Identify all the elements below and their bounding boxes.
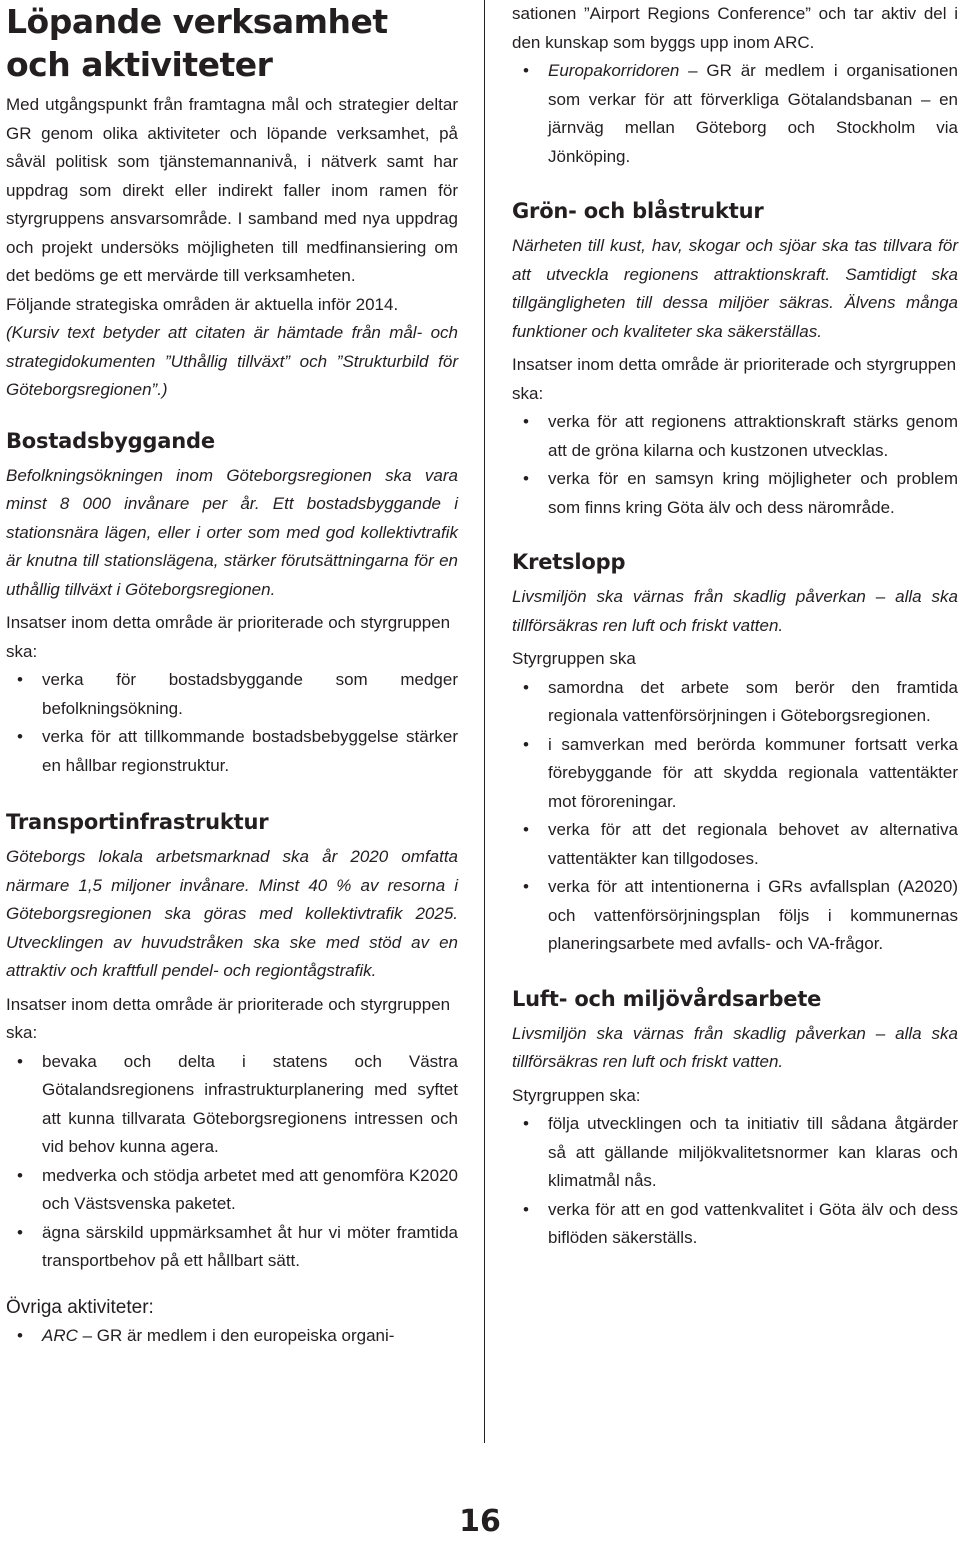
list-item: • bevaka och delta i statens och Västra Götalandsregionens infrastrukturplanering med syftet att kunna tillvarata Göteborgsregionens intressen och vid behov kunna agera. bbox=[6, 1048, 458, 1162]
arc-name: ARC bbox=[42, 1325, 78, 1345]
intro-areas-line: Följande strategiska områden är aktuella inför 2014. bbox=[6, 294, 399, 314]
list-item: • verka för att tillkommande bostadsbebyggelse stärker en hållbar regionstruktur. bbox=[6, 723, 458, 780]
page-number: 16 bbox=[459, 1504, 501, 1539]
list-item: • i samverkan med berörda kommuner fortsatt verka förebyggande för att skydda regionala vattentäkter mot föroreningar. bbox=[512, 731, 958, 817]
luft-quote: Livsmiljön ska värnas från skadlig påverkan – alla ska tillförsäkras ren luft och friskt vatten. bbox=[512, 1023, 958, 1071]
section-heading-gron-bla: Grön- och blåstruktur bbox=[512, 199, 764, 223]
luft-list bbox=[512, 1110, 958, 1253]
luft-intro: Styrgruppen ska: bbox=[512, 1085, 641, 1105]
bostad-quote: Befolkningsökningen inom Göteborgsregionen ska vara minst 8 000 invånare per år. Ett bostadsbyggande i stationsnära lägen, eller i orter som med god kollektivtrafik är knutna till stationslägena, stärker förutsättningarna för en uthållig tillväxt i Göteborgsregionen. bbox=[6, 465, 458, 599]
krets-quote: Livsmiljön ska värnas från skadlig påverkan – alla ska tillförsäkras ren luft och friskt vatten. bbox=[512, 587, 958, 635]
krets-list bbox=[512, 674, 958, 959]
list-item: • verka för en samsyn kring möjligheter och problem som finns kring Göta älv och dess närområde. bbox=[512, 465, 958, 522]
list-item: • följa utvecklingen och ta initiativ till sådana åtgärder så att gällande miljökvalitetsnormer kan klaras och klimatmål nås. bbox=[512, 1110, 958, 1196]
transport-list bbox=[6, 1048, 458, 1276]
list-item: • verka för bostadsbyggande som medger befolkningsökning. bbox=[6, 666, 458, 723]
list-item: • samordna det arbete som berör den framtida regionala vattenförsörjningen i Göteborgsregionen. bbox=[512, 674, 958, 731]
europa-text: – GR är medlem i organisationen som verkar för att förverkliga Götalandsbanan – en järnväg mellan Göteborg och Stockholm via Jönköping. bbox=[548, 61, 958, 166]
bostad-intro: Insatser inom detta område är prioriterade och styrgruppen ska: bbox=[6, 613, 451, 661]
gron-list bbox=[512, 408, 958, 522]
list-item-europakorridoren bbox=[512, 57, 958, 171]
column-divider bbox=[484, 0, 485, 1443]
list-item-arc bbox=[6, 1322, 458, 1351]
left-column bbox=[6, 0, 458, 1350]
right-column bbox=[512, 0, 958, 1253]
europa-name: Europakorridoren bbox=[548, 61, 680, 80]
list-item: • verka för att en god vattenkvalitet i Göta älv och dess biflöden säkerställs. bbox=[512, 1196, 958, 1253]
intro-paragraph: Med utgångspunkt från framtagna mål och strategier deltar GR genom olika aktiviteter och löpande verksamhet, på såväl politisk som tjänstemannanivå, i nätverk samt har uppdrag som direkt eller indirekt faller inom ramen för styrgruppens ansvarsområde. I samband med nya uppdrag och projekt undersöks möjligheten till medfinansiering om det bedöms ge ett mervärde till verksamheten. bbox=[6, 95, 458, 285]
section-heading-transportinfrastruktur: Transportinfrastruktur bbox=[6, 810, 269, 834]
list-item: • verka för att intentionerna i GRs avfallsplan (A2020) och vattenförsörjningsplan följs i kommunernas planeringsarbete med avfalls- och VA-frågor. bbox=[512, 873, 958, 959]
transport-intro: Insatser inom detta område är prioriterade och styrgruppen ska: bbox=[6, 994, 451, 1042]
section-heading-ovriga: Övriga aktiviteter: bbox=[6, 1296, 154, 1318]
gron-quote: Närheten till kust, hav, skogar och sjöar ska tas tillvara för att utveckla regionens attraktionskraft. Samtidigt ska tillgängligheten till dessa miljöer säkras. Älvens många funktioner och kvaliteter ska säkerställas. bbox=[512, 236, 958, 341]
list-item: • medverka och stödja arbetet med att genomföra K2020 och Västsvenska paketet. bbox=[6, 1162, 458, 1219]
list-item: • verka för att det regionala behovet av alternativa vattentäkter kan tillgodoses. bbox=[512, 816, 958, 873]
section-heading-luft-miljovard: Luft- och miljövårdsarbete bbox=[512, 986, 822, 1011]
arc-text-start: – GR är medlem i den europeiska organi- bbox=[77, 1325, 395, 1345]
transport-quote: Göteborgs lokala arbetsmarknad ska år 2020 omfatta närmare 1,5 miljoner invånare. Minst 40 % av resorna i Göteborgsregionen ska göras med kollektivtrafik 2025. Utvecklingen av huvudstråken ska ske med stöd av en attraktiv och kraftfull pendel- och regiontågstrafik. bbox=[6, 847, 458, 980]
gron-intro: Insatser inom detta område är prioriterade och styrgruppen ska: bbox=[512, 355, 957, 403]
section-heading-bostadsbyggande: Bostadsbyggande bbox=[6, 428, 215, 453]
arc-text-continued: sationen ”Airport Regions Conference” och tar aktiv del i den kunskap som byggs upp inom ARC. bbox=[512, 4, 958, 52]
ovriga-list-continued bbox=[512, 0, 958, 171]
krets-intro: Styrgruppen ska bbox=[512, 649, 636, 668]
ovriga-list-start bbox=[6, 1322, 458, 1351]
intro-italic-note: (Kursiv text betyder att citaten är hämtade från mål- och strategidokumenten ”Uthållig tillväxt” och ”Strukturbild för Göteborgsregionen”.) bbox=[6, 323, 458, 399]
page-title: Löpande verksamhet och aktiviteter bbox=[6, 2, 388, 84]
list-item: • ägna särskild uppmärksamhet åt hur vi möter framtida transportbehov på ett hållbart sätt. bbox=[6, 1219, 458, 1276]
bostad-list bbox=[6, 666, 458, 780]
list-item: • verka för att regionens attraktionskraft stärks genom att de gröna kilarna och kustzonen utvecklas. bbox=[512, 408, 958, 465]
section-heading-kretslopp: Kretslopp bbox=[512, 550, 626, 574]
